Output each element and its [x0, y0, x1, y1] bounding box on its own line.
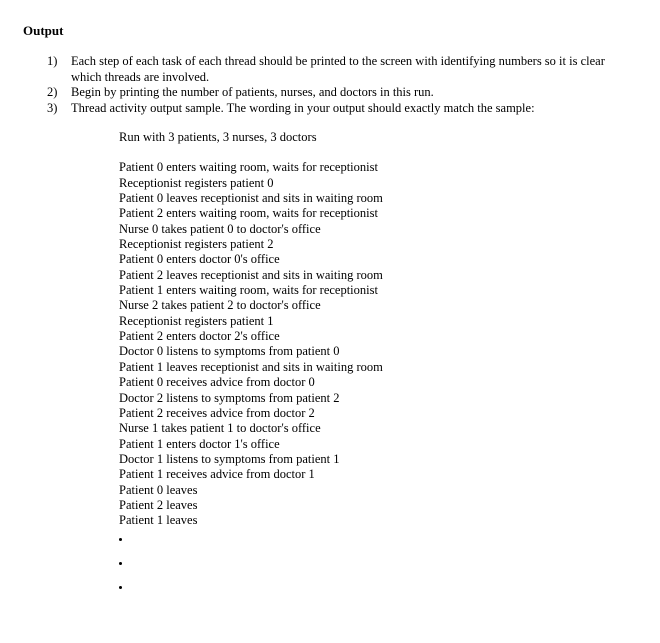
output-line: Nurse 1 takes patient 1 to doctor's office — [119, 421, 321, 436]
sample-output — [119, 130, 383, 529]
output-line: Doctor 2 listens to symptoms from patient 2 — [119, 390, 340, 405]
output-line: Doctor 0 listens to symptoms from patient 0 — [119, 344, 340, 359]
section-heading: Output — [23, 23, 64, 38]
requirements-list — [47, 54, 627, 116]
ellipsis-dot — [119, 586, 122, 589]
item-text: Begin by printing the number of patients, nurses, and doctors in this run. — [71, 85, 434, 99]
list-item — [47, 54, 627, 85]
item-text: Thread activity output sample. The wording in your output should exactly match the sample: — [71, 100, 535, 115]
ellipsis-dot — [119, 562, 122, 565]
output-line: Receptionist registers patient 1 — [119, 313, 274, 328]
output-line: Patient 1 receives advice from doctor 1 — [119, 467, 315, 482]
output-line: Patient 1 leaves receptionist and sits in waiting room — [119, 359, 383, 374]
item-number: 1) — [47, 54, 58, 68]
output-line: Patient 2 enters waiting room, waits for receptionist — [119, 206, 378, 221]
output-line: Receptionist registers patient 0 — [119, 175, 274, 190]
output-line: Patient 0 enters waiting room, waits for receptionist — [119, 160, 378, 175]
output-line: Patient 0 receives advice from doctor 0 — [119, 375, 315, 390]
ellipsis-dot — [119, 538, 122, 541]
output-line: Patient 2 enters doctor 2's office — [119, 329, 280, 344]
output-line: Patient 1 enters doctor 1's office — [119, 436, 280, 451]
output-line: Patient 0 leaves receptionist and sits in waiting room — [119, 191, 383, 206]
list-item — [47, 101, 627, 117]
output-line: Patient 2 leaves — [119, 497, 198, 512]
run-summary-line: Run with 3 patients, 3 nurses, 3 doctors — [119, 130, 317, 144]
output-line: Patient 2 leaves receptionist and sits in waiting room — [119, 267, 383, 282]
list-item — [47, 85, 627, 101]
item-text: Each step of each task of each thread should be printed to the screen with identifying numbers so it is clear which threads are involved. — [71, 54, 605, 84]
output-line: Doctor 1 listens to symptoms from patient 1 — [119, 451, 340, 466]
output-line: Nurse 2 takes patient 2 to doctor's office — [119, 298, 321, 313]
output-line: Nurse 0 takes patient 0 to doctor's office — [119, 221, 321, 236]
item-number: 2) — [47, 85, 58, 99]
output-line: Patient 1 enters waiting room, waits for receptionist — [119, 283, 378, 298]
output-line: Patient 0 leaves — [119, 482, 198, 497]
output-line: Receptionist registers patient 2 — [119, 237, 274, 252]
output-line: Patient 1 leaves — [119, 513, 198, 528]
output-line: Patient 0 enters doctor 0's office — [119, 252, 280, 267]
continuation-dots — [119, 538, 122, 610]
sample-output-lines — [119, 160, 383, 528]
item-number: 3) — [47, 100, 58, 115]
output-line: Patient 2 receives advice from doctor 2 — [119, 405, 315, 420]
